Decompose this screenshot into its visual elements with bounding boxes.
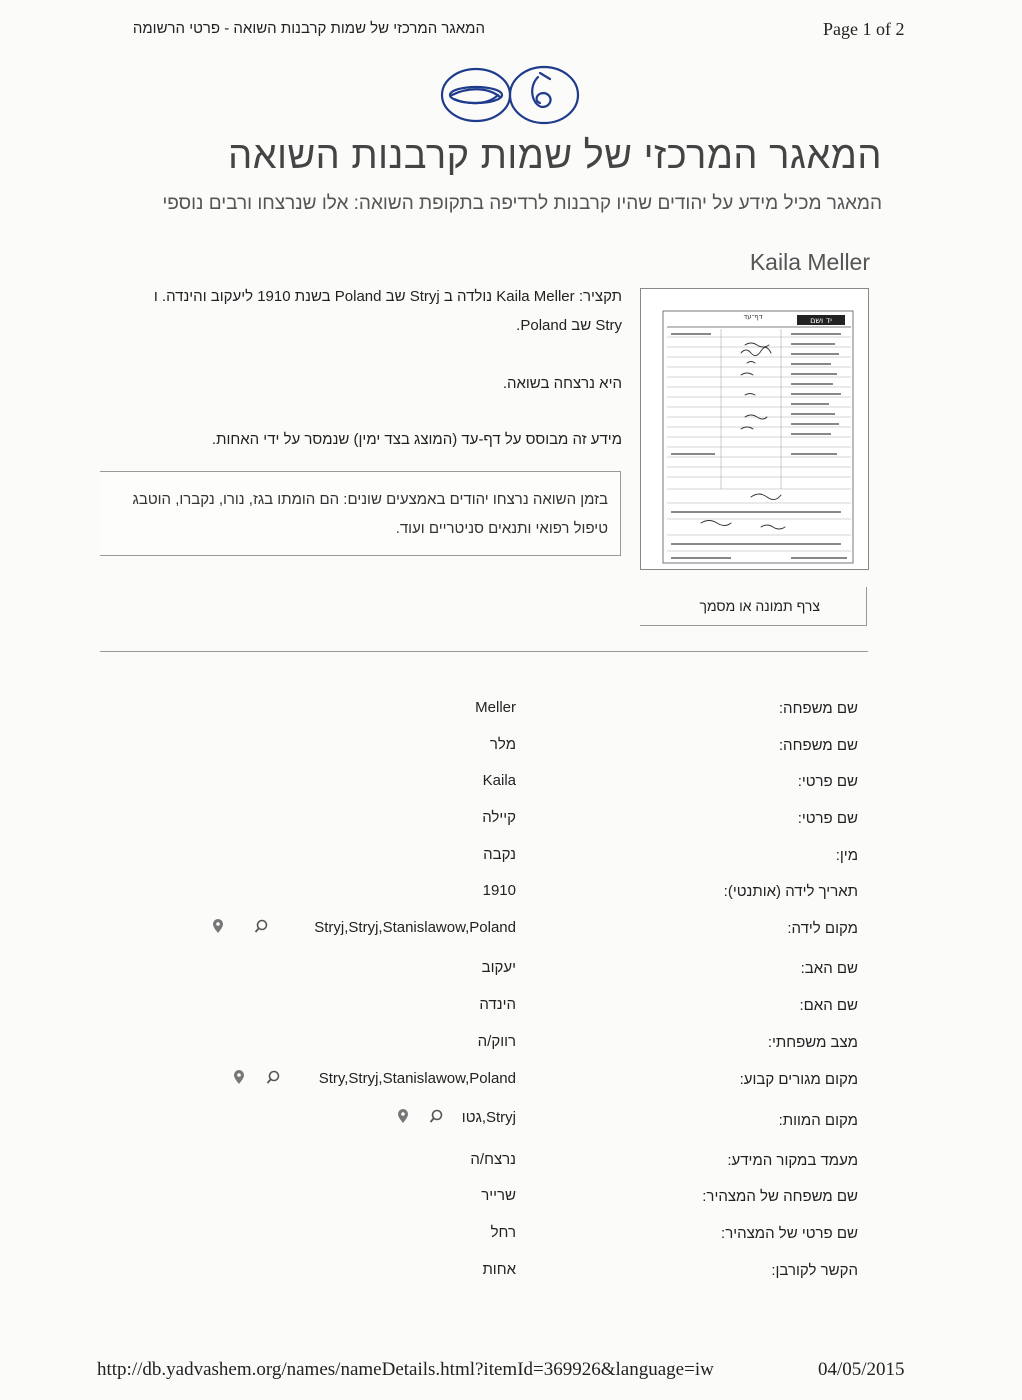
field-value: 1910 (482, 882, 516, 899)
map-pin-icon[interactable] (211, 918, 225, 934)
section-divider (100, 651, 868, 652)
field-label: תאריך לידה (אותנטי): (723, 883, 858, 900)
field-value: נרצח/ה (470, 1151, 516, 1168)
info-box-line-2: טיפול רפואי ותנאים סניטריים ועוד. (395, 520, 608, 537)
print-header-title: המאגר המרכזי של שמות קרבנות השואה - פרטי הרשומה (132, 20, 485, 37)
field-label: שם פרטי: (797, 810, 858, 827)
field-label: שם משפחה של המצהיר: (702, 1188, 858, 1205)
field-label: מעמד במקור המידע: (727, 1152, 858, 1169)
field-value: רחל (490, 1224, 516, 1241)
field-label: הקשר לקורבן: (771, 1262, 858, 1279)
field-value: Stry,Stryj,Stanislawow,Poland (318, 1070, 516, 1087)
page-subtitle: המאגר מכיל מידע על יהודים שהיו קרבנות לרדיפה בתקופת השואה: אלו שנרצחו ורבים נוספי (162, 193, 882, 214)
field-value: הינדה (479, 996, 516, 1013)
summary-line-1: תקציר: Kaila Meller נולדה ב Stryj שב Poland בשנת 1910 ליעקוב והינדה. ו (153, 288, 622, 305)
summary-section (100, 283, 622, 463)
info-box-line-1: בזמן השואה נרצחו יהודים באמצעים שונים: הם הומתו בגז, נורו, נקברו, הוטבג (132, 491, 608, 508)
attach-photo-label: צרף תמונה או מסמך (699, 598, 820, 614)
print-page-number: Page 1 of 2 (823, 19, 905, 39)
print-footer-date: 04/05/2015 (818, 1359, 905, 1380)
testimony-document-thumbnail[interactable] (640, 288, 869, 570)
field-label: מקום לידה: (787, 920, 858, 937)
summary-line-2: Stry שב Poland. (516, 317, 622, 334)
print-footer-url: http://db.yadvashem.org/names/nameDetails.html?itemId=369926&language=iw (97, 1359, 714, 1380)
field-value: קיילה (482, 809, 516, 826)
info-box (100, 471, 621, 556)
field-value: יעקוב (481, 959, 516, 976)
map-pin-icon[interactable] (396, 1108, 410, 1124)
subtitle-container (100, 193, 882, 219)
field-label: מצב משפחתי: (767, 1034, 858, 1051)
field-label: שם פרטי: (797, 773, 858, 790)
field-label: מקום מגורים קבוע: (739, 1071, 858, 1088)
search-icon[interactable] (429, 1108, 443, 1124)
search-icon[interactable] (254, 918, 268, 934)
field-label: מקום המוות: (778, 1112, 858, 1129)
field-label: מין: (835, 847, 858, 864)
attach-photo-button[interactable] (640, 587, 867, 626)
field-value: שרייר (481, 1187, 516, 1204)
field-value: רווק/ה (477, 1033, 516, 1050)
field-label: שם האם: (799, 997, 858, 1014)
document-title: דף־עד (743, 313, 763, 321)
field-value: Stryj,Stryj,Stanislawow,Poland (314, 919, 516, 936)
person-name: Kaila Meller (749, 249, 870, 275)
field-value: מלר (489, 736, 516, 753)
field-value: Stryj,גטו (461, 1109, 516, 1126)
field-label: שם משפחה: (778, 700, 858, 717)
search-icon[interactable] (266, 1069, 280, 1085)
summary-line-3: היא נרצחה בשואה. (502, 375, 622, 392)
field-value: אחות (482, 1261, 516, 1278)
page-title: המאגר המרכזי של שמות קרבנות השואה (228, 135, 882, 177)
map-pin-icon[interactable] (232, 1069, 246, 1085)
document-logo: יד ושם (810, 316, 832, 325)
field-value: Meller (475, 699, 516, 716)
field-label: שם פרטי של המצהיר: (721, 1225, 858, 1242)
field-value: נקבה (483, 846, 516, 863)
field-value: Kaila (482, 772, 516, 789)
document-preview-image (641, 289, 868, 569)
handwritten-mark (438, 65, 582, 127)
field-label: שם האב: (800, 960, 858, 977)
field-label: שם משפחה: (778, 737, 858, 754)
summary-line-4: מידע זה מבוסס על דף-עד (המוצג בצד ימין) שנמסר על ידי האחות. (211, 431, 622, 448)
